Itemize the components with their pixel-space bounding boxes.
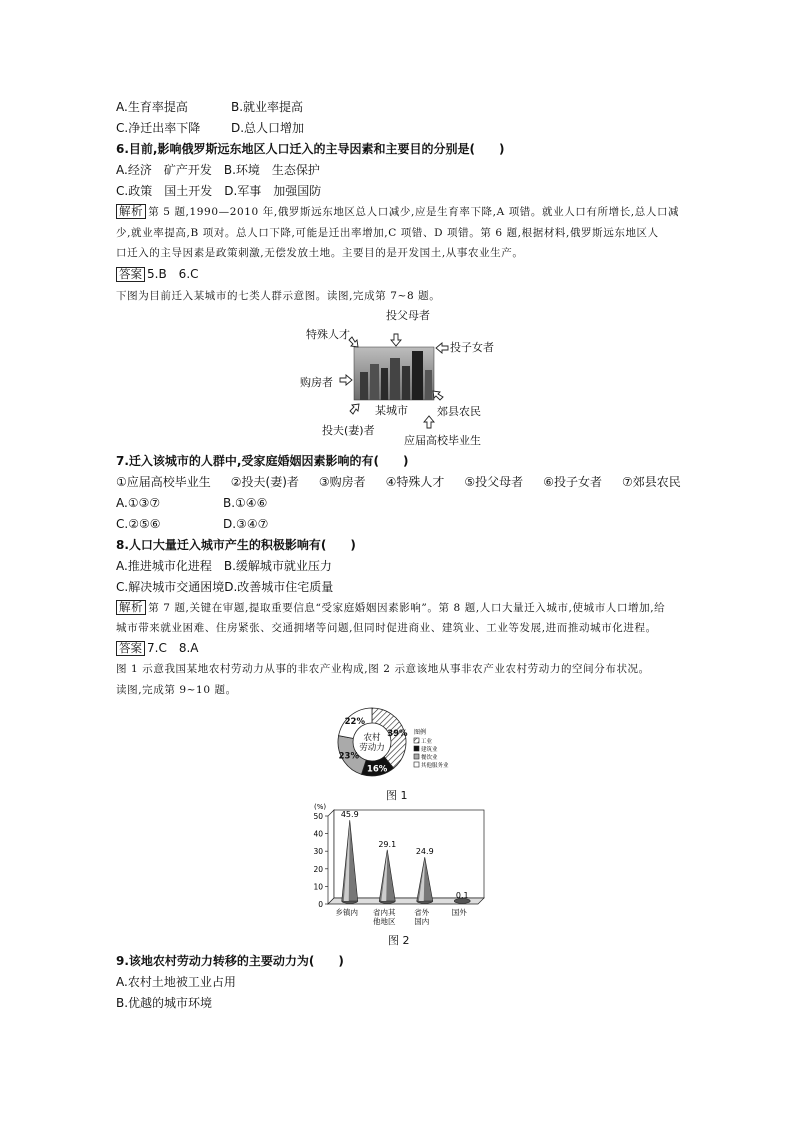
- analysis1-text1: 第 5 题,1990—2010 年,俄罗斯远东地区总人口减少,应是生育率下降,A 项错。就业人口有所增长,总人口减: [148, 206, 680, 218]
- legend-swatch-construction: [414, 746, 419, 751]
- q7-option-d: D.③④⑦: [223, 517, 269, 531]
- arrow-from-children: [436, 343, 448, 353]
- center-city: 某城市: [375, 404, 408, 417]
- figure2-bar: [300, 800, 492, 932]
- group-spouse: 投夫(妻)者: [322, 424, 375, 437]
- q7-options-row1: [116, 495, 267, 511]
- figure2-caption: 图 2: [388, 934, 410, 947]
- q7-item-4: ④特殊人才: [385, 475, 445, 489]
- group-parents: 投父母者: [386, 309, 430, 322]
- analysis1-line1: [116, 204, 679, 220]
- q7-item-3: ③购房者: [318, 475, 366, 489]
- q8-options-row1: [116, 558, 332, 574]
- q5-option-c: C.净迁出率下降: [116, 121, 201, 135]
- analysis2-tag: 解析: [116, 600, 146, 615]
- group-graduates: 应届高校毕业生: [404, 434, 481, 447]
- q7-item-6: ⑥投子女者: [543, 475, 602, 489]
- q5-option-a: A.生育率提高: [116, 100, 188, 114]
- legend-label-other-services: 其他服务业: [421, 763, 449, 769]
- q6-option-d: D.军事 加强国防: [224, 184, 322, 198]
- q6-stem: 6.目前,影响俄罗斯远东地区人口迁入的主导因素和主要目的分别是( ): [116, 142, 505, 156]
- pie-legend: [414, 728, 449, 769]
- q6-option-a: A.经济 矿产开发: [116, 163, 212, 177]
- arrow-from-parents: [391, 334, 401, 346]
- bar-value-label: 45.9: [340, 810, 359, 820]
- bar-category-label: 乡镇内: [335, 908, 358, 917]
- q7-options-row2: [116, 516, 268, 532]
- bar-category-label: 省外: [414, 908, 430, 917]
- legend-label-construction: 建筑业: [421, 747, 438, 753]
- bar-back-wall: [334, 810, 484, 898]
- q9-option-b: B.优越的城市环境: [116, 996, 213, 1010]
- q5-option-d: D.总人口增加: [231, 121, 305, 135]
- group-children: 投子女者: [450, 341, 494, 354]
- bar-ytick-label: 40: [313, 829, 323, 839]
- bar-ylabel: (%): [314, 803, 327, 811]
- bar-ytick-label: 30: [313, 847, 323, 857]
- analysis2-line1: [116, 600, 665, 616]
- bar-ytick-label: 10: [313, 882, 323, 892]
- pie-center-label-1: 农村: [363, 733, 381, 743]
- q7-option-b: B.①④⑥: [223, 496, 268, 510]
- city-photo: [354, 347, 434, 400]
- intro-7-8: 下图为目前迁入某城市的七类人群示意图。读图,完成第 7~8 题。: [116, 290, 441, 302]
- bar-ytick-label: 20: [313, 864, 323, 874]
- q6-option-b: B.环境 生态保护: [223, 163, 320, 177]
- legend-swatch-industry: [414, 738, 419, 743]
- bar-category-label: 省内其: [373, 908, 396, 917]
- q8-option-d: D.改善城市住宅质量: [224, 580, 334, 594]
- analysis2-text1: 第 7 题,关键在审题,提取重要信息“受家庭婚姻因素影响”。第 8 题,人口大量迁入城市,使城市人口增加,给: [148, 602, 666, 614]
- bar-category-label: 国外: [451, 908, 467, 917]
- q9-option-a: A.农村土地被工业占用: [116, 975, 236, 989]
- q7-option-c: C.②⑤⑥: [116, 517, 161, 531]
- pie-label-construction: 16%: [366, 764, 388, 775]
- answer1: [116, 266, 199, 282]
- bar-ytick-label: 0: [318, 900, 323, 909]
- q7-option-a: A.①③⑦: [116, 496, 161, 510]
- q7-item-7: ⑦郊县农民: [621, 475, 681, 489]
- arrow-from-talent: [349, 337, 358, 347]
- bar-value-label: 0.1: [455, 890, 469, 900]
- pie-label-industry: 39%: [387, 728, 408, 739]
- analysis1-line2: 少,就业率提高,B 项对。总人口下降,可能是迁出率增加,C 项错、D 项错。第 6 题,根据材料,俄罗斯远东地区人: [116, 227, 659, 239]
- answer2-tag: 答案: [116, 641, 145, 656]
- legend-label-catering: 餐饮业: [421, 755, 438, 761]
- q7-item-5: ⑤投父母者: [464, 475, 524, 489]
- group-suburban-farmers: 郊县农民: [437, 405, 481, 418]
- q6-option-c: C.政策 国土开发: [116, 184, 213, 198]
- legend-swatch-catering: [414, 754, 419, 759]
- intro-9-10-line1: 图 1 示意我国某地农村劳动力从事的非农产业构成,图 2 示意该地从事非农产业农村劳动力的空间分布状况。: [116, 663, 650, 675]
- answer1-text: 5.B 6.C: [147, 267, 199, 281]
- bar-left-wall: [328, 810, 334, 904]
- arrow-from-buyers: [340, 375, 352, 385]
- q7-stem: 7.迁入该城市的人群中,受家庭婚姻因素影响的有( ): [116, 454, 409, 468]
- analysis1-line3: 口迁入的主导因素是政策刺激,无偿发放土地。主要目的是开发国土,从事农业生产。: [116, 247, 524, 259]
- legend-label-industry: 工业: [421, 739, 433, 745]
- legend-title: 图例: [414, 729, 427, 736]
- q8-stem: 8.人口大量迁入城市产生的积极影响有( ): [116, 538, 356, 552]
- q8-option-b: B.缓解城市就业压力: [223, 559, 332, 573]
- intro-9-10-line2: 读图,完成第 9~10 题。: [116, 684, 237, 696]
- figure1-caption: 图 1: [386, 789, 408, 802]
- q7-item-2: ②投夫(妻)者: [230, 475, 299, 489]
- q7-item-1: ①应届高校毕业生: [116, 475, 211, 489]
- answer2: [116, 640, 199, 656]
- q7-items: [116, 474, 681, 490]
- legend-swatch-other-services: [414, 762, 419, 767]
- pie-label-catering: 23%: [338, 751, 359, 762]
- q6-options-row1: [116, 162, 320, 178]
- q9-stem: 9.该地农村劳动力转移的主要动力为( ): [116, 954, 344, 968]
- group-special-talent: 特殊人才: [306, 328, 350, 341]
- pie-label-other-services: 22%: [344, 717, 365, 728]
- answer1-tag: 答案: [116, 267, 145, 282]
- q5-option-b: B.就业率提高: [231, 100, 304, 114]
- arrow-from-graduates: [424, 416, 434, 428]
- q5-options-row1: [116, 99, 303, 115]
- q8-options-row2: [116, 579, 333, 595]
- answer2-text: 7.C 8.A: [147, 641, 199, 655]
- group-home-buyers: 购房者: [300, 376, 333, 389]
- q8-option-a: A.推进城市化进程: [116, 559, 212, 573]
- bar-value-label: 24.9: [415, 847, 434, 857]
- q8-option-c: C.解决城市交通困境: [116, 580, 225, 594]
- analysis1-tag: 解析: [116, 204, 146, 219]
- bar-ytick-label: 50: [313, 812, 323, 821]
- bar-value-label: 29.1: [378, 839, 397, 849]
- analysis2-line2: 城市带来就业困难、住房紧张、交通拥堵等问题,但同时促进商业、建筑业、工业等发展,进而推动城市化进程。: [116, 622, 657, 634]
- arrow-from-suburban: [433, 391, 443, 400]
- bar-category-label: 国内: [414, 917, 430, 926]
- arrow-from-spouse: [350, 404, 359, 414]
- bar-category-label: 他地区: [373, 917, 396, 926]
- q6-options-row2: [116, 183, 321, 199]
- q5-options-row2: [116, 120, 304, 136]
- pie-center-label-2: 劳动力: [359, 743, 385, 753]
